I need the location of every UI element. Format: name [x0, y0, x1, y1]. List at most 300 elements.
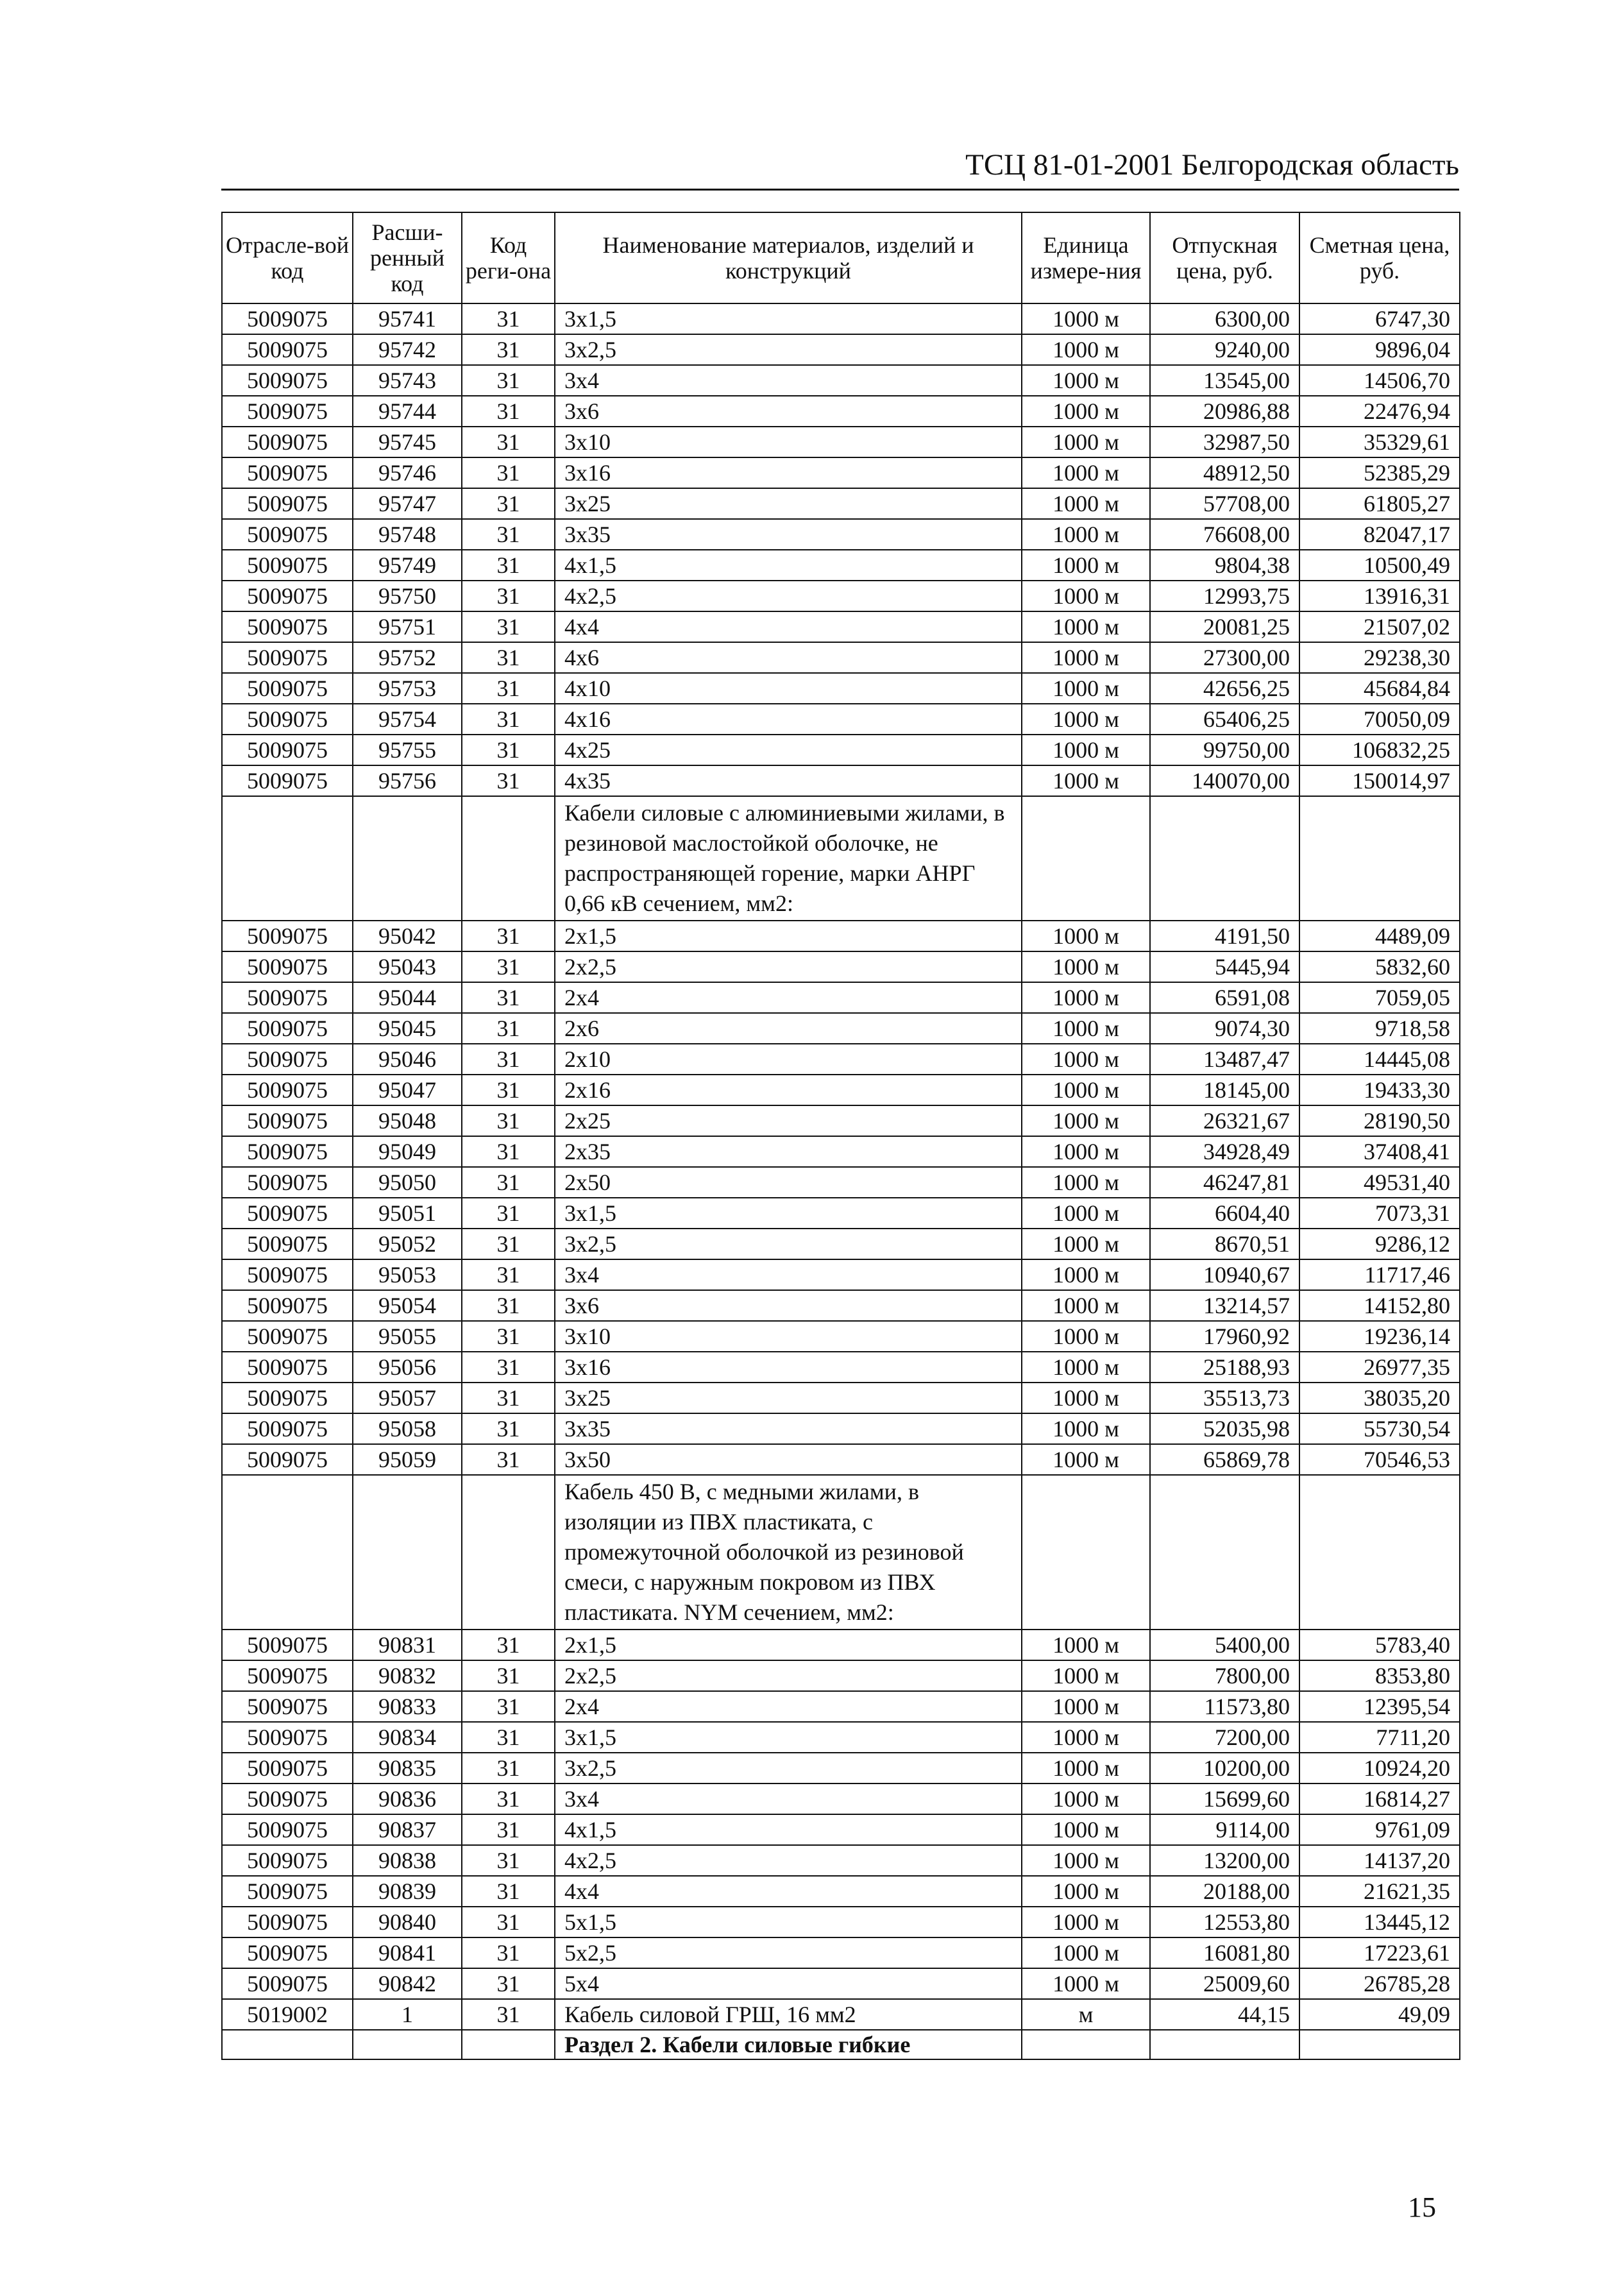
table-row: [222, 1753, 1460, 1783]
table-row: [222, 765, 1460, 796]
release-price-cell: [1150, 796, 1299, 921]
industry-code-cell: 5019002: [222, 1999, 353, 2030]
release-price-cell: 10940,67: [1150, 1259, 1299, 1290]
table-row: [222, 303, 1460, 334]
estimate-price-cell: 52385,29: [1299, 457, 1460, 488]
estimate-price-cell: 14152,80: [1299, 1290, 1460, 1321]
material-name-cell: 3x2,5: [555, 1753, 1022, 1783]
material-name-cell: 4x4: [555, 611, 1022, 642]
industry-code-cell: 5009075: [222, 550, 353, 581]
material-name-cell: 4x4: [555, 1876, 1022, 1907]
table-header-row: [222, 212, 1460, 303]
extended-code-cell: 90838: [353, 1845, 462, 1876]
industry-code-cell: 5009075: [222, 1907, 353, 1937]
unit-cell: 1000 м: [1022, 1136, 1150, 1167]
table-row: [222, 1198, 1460, 1229]
estimate-price-cell: 70050,09: [1299, 704, 1460, 735]
estimate-price-cell: 13916,31: [1299, 581, 1460, 611]
estimate-price-cell: 26785,28: [1299, 1968, 1460, 1999]
estimate-price-cell: 7711,20: [1299, 1722, 1460, 1753]
release-price-cell: 10200,00: [1150, 1753, 1299, 1783]
unit-cell: 1000 м: [1022, 488, 1150, 519]
unit-cell: 1000 м: [1022, 457, 1150, 488]
unit-cell: 1000 м: [1022, 1907, 1150, 1937]
extended-code-cell: 90842: [353, 1968, 462, 1999]
extended-code-cell: 95743: [353, 365, 462, 396]
unit-cell: 1000 м: [1022, 1691, 1150, 1722]
material-name-cell: 5x4: [555, 1968, 1022, 1999]
extended-code-cell: 95051: [353, 1198, 462, 1229]
release-price-cell: 15699,60: [1150, 1783, 1299, 1814]
region-code-cell: 31: [462, 921, 555, 951]
estimate-price-cell: [1299, 1475, 1460, 1630]
table-row: [222, 1413, 1460, 1444]
estimate-price-cell: 82047,17: [1299, 519, 1460, 550]
unit-cell: [1022, 2030, 1150, 2059]
industry-code-cell: 5009075: [222, 982, 353, 1013]
material-name-cell: Кабель 450 В, с медными жилами, в изоляции из ПВХ пластиката, с промежуточной оболочкой из резиновой смеси, с наружным покровом из ПВХ пластиката. NYM сечением, мм2:: [555, 1475, 1022, 1630]
material-name-cell: 3x4: [555, 1783, 1022, 1814]
estimate-price-cell: 21507,02: [1299, 611, 1460, 642]
release-price-cell: 46247,81: [1150, 1167, 1299, 1198]
industry-code-cell: 5009075: [222, 735, 353, 765]
estimate-price-cell: 37408,41: [1299, 1136, 1460, 1167]
material-name-cell: 3x16: [555, 1352, 1022, 1383]
industry-code-cell: 5009075: [222, 1722, 353, 1753]
table-row: [222, 1167, 1460, 1198]
material-name-cell: Кабели силовые с алюминиевыми жилами, в резиновой маслостойкой оболочке, не распространяющей горение, марки АНРГ 0,66 кВ сечением, мм2:: [555, 796, 1022, 921]
extended-code-cell: 90832: [353, 1660, 462, 1691]
estimate-price-cell: 16814,27: [1299, 1783, 1460, 1814]
industry-code-cell: 5009075: [222, 396, 353, 427]
material-name-cell: 3x35: [555, 1413, 1022, 1444]
group-heading-row: [222, 1475, 1460, 1630]
industry-code-cell: 5009075: [222, 1198, 353, 1229]
estimate-price-cell: 21621,35: [1299, 1876, 1460, 1907]
table-row: [222, 334, 1460, 365]
unit-cell: 1000 м: [1022, 1660, 1150, 1691]
region-code-cell: 31: [462, 1691, 555, 1722]
table-row: [222, 365, 1460, 396]
release-price-cell: 9240,00: [1150, 334, 1299, 365]
region-code-cell: 31: [462, 1660, 555, 1691]
material-name-cell: 3x25: [555, 488, 1022, 519]
extended-code-cell: [353, 1475, 462, 1630]
industry-code-cell: 5009075: [222, 1167, 353, 1198]
extended-code-cell: 95044: [353, 982, 462, 1013]
estimate-price-cell: 55730,54: [1299, 1413, 1460, 1444]
extended-code-cell: 95042: [353, 921, 462, 951]
release-price-cell: 13214,57: [1150, 1290, 1299, 1321]
estimate-price-cell: 61805,27: [1299, 488, 1460, 519]
table-row: [222, 1999, 1460, 2030]
release-price-cell: 76608,00: [1150, 519, 1299, 550]
release-price-cell: 6591,08: [1150, 982, 1299, 1013]
table-row: [222, 611, 1460, 642]
extended-code-cell: 95056: [353, 1352, 462, 1383]
table-row: [222, 1630, 1460, 1660]
unit-cell: 1000 м: [1022, 1013, 1150, 1044]
extended-code-cell: 95049: [353, 1136, 462, 1167]
industry-code-cell: [222, 2030, 353, 2059]
industry-code-cell: 5009075: [222, 303, 353, 334]
unit-cell: 1000 м: [1022, 1352, 1150, 1383]
region-code-cell: 31: [462, 1783, 555, 1814]
extended-code-cell: 90836: [353, 1783, 462, 1814]
extended-code-cell: 95048: [353, 1105, 462, 1136]
material-name-cell: 2x2,5: [555, 1660, 1022, 1691]
table-row: [222, 704, 1460, 735]
region-code-cell: 31: [462, 1259, 555, 1290]
estimate-price-cell: 17223,61: [1299, 1937, 1460, 1968]
table-row: [222, 642, 1460, 673]
industry-code-cell: 5009075: [222, 642, 353, 673]
material-name-cell: 2x1,5: [555, 921, 1022, 951]
region-code-cell: [462, 1475, 555, 1630]
estimate-price-cell: 14445,08: [1299, 1044, 1460, 1075]
material-name-cell: 5x1,5: [555, 1907, 1022, 1937]
material-name-cell: 4x1,5: [555, 550, 1022, 581]
extended-code-cell: 95052: [353, 1229, 462, 1259]
release-price-cell: 42656,25: [1150, 673, 1299, 704]
unit-cell: 1000 м: [1022, 642, 1150, 673]
region-code-cell: 31: [462, 1907, 555, 1937]
region-code-cell: 31: [462, 488, 555, 519]
material-name-cell: 3x10: [555, 1321, 1022, 1352]
unit-cell: 1000 м: [1022, 1198, 1150, 1229]
unit-cell: м: [1022, 1999, 1150, 2030]
extended-code-cell: 90831: [353, 1630, 462, 1660]
release-price-cell: 8670,51: [1150, 1229, 1299, 1259]
release-price-cell: 44,15: [1150, 1999, 1299, 2030]
unit-cell: 1000 м: [1022, 303, 1150, 334]
industry-code-cell: 5009075: [222, 581, 353, 611]
industry-code-cell: 5009075: [222, 1413, 353, 1444]
estimate-price-cell: 14137,20: [1299, 1845, 1460, 1876]
release-price-cell: 4191,50: [1150, 921, 1299, 951]
material-name-cell: 3x50: [555, 1444, 1022, 1475]
unit-cell: 1000 м: [1022, 1044, 1150, 1075]
material-name-cell: 2x25: [555, 1105, 1022, 1136]
table-row: [222, 1044, 1460, 1075]
extended-code-cell: 95750: [353, 581, 462, 611]
material-name-cell: 4x1,5: [555, 1814, 1022, 1845]
region-code-cell: 31: [462, 611, 555, 642]
extended-code-cell: 90837: [353, 1814, 462, 1845]
extended-code-cell: 95755: [353, 735, 462, 765]
region-code-cell: [462, 2030, 555, 2059]
industry-code-cell: 5009075: [222, 1105, 353, 1136]
group-heading-row: [222, 796, 1460, 921]
material-name-cell: 4x2,5: [555, 1845, 1022, 1876]
unit-cell: 1000 м: [1022, 1876, 1150, 1907]
document-header: [221, 145, 1459, 191]
material-name-cell: Кабель силовой ГРШ, 16 мм2: [555, 1999, 1022, 2030]
estimate-price-cell: 29238,30: [1299, 642, 1460, 673]
price-table: [221, 212, 1460, 2060]
region-code-cell: 31: [462, 1105, 555, 1136]
estimate-price-cell: 150014,97: [1299, 765, 1460, 796]
region-code-cell: 31: [462, 735, 555, 765]
estimate-price-cell: 49,09: [1299, 1999, 1460, 2030]
extended-code-cell: 95746: [353, 457, 462, 488]
estimate-price-cell: 35329,61: [1299, 427, 1460, 457]
industry-code-cell: 5009075: [222, 1876, 353, 1907]
extended-code-cell: 90841: [353, 1937, 462, 1968]
region-code-cell: 31: [462, 704, 555, 735]
release-price-cell: 7800,00: [1150, 1660, 1299, 1691]
table-row: [222, 982, 1460, 1013]
extended-code-cell: 95748: [353, 519, 462, 550]
table-row: [222, 1352, 1460, 1383]
estimate-price-cell: 12395,54: [1299, 1691, 1460, 1722]
column-header-extended-code: Расши-ренный код: [353, 212, 462, 303]
unit-cell: 1000 м: [1022, 1814, 1150, 1845]
industry-code-cell: 5009075: [222, 1814, 353, 1845]
release-price-cell: 25188,93: [1150, 1352, 1299, 1383]
unit-cell: 1000 м: [1022, 735, 1150, 765]
estimate-price-cell: 45684,84: [1299, 673, 1460, 704]
table-row: [222, 581, 1460, 611]
table-row: [222, 519, 1460, 550]
extended-code-cell: 95058: [353, 1413, 462, 1444]
release-price-cell: 18145,00: [1150, 1075, 1299, 1105]
release-price-cell: 65869,78: [1150, 1444, 1299, 1475]
unit-cell: 1000 м: [1022, 427, 1150, 457]
unit-cell: 1000 м: [1022, 334, 1150, 365]
industry-code-cell: 5009075: [222, 1444, 353, 1475]
estimate-price-cell: 70546,53: [1299, 1444, 1460, 1475]
extended-code-cell: 95744: [353, 396, 462, 427]
material-name-cell: 2x35: [555, 1136, 1022, 1167]
table-row: [222, 1383, 1460, 1413]
table-row: [222, 488, 1460, 519]
unit-cell: 1000 м: [1022, 1937, 1150, 1968]
region-code-cell: 31: [462, 1290, 555, 1321]
material-name-cell: 3x1,5: [555, 303, 1022, 334]
unit-cell: 1000 м: [1022, 1968, 1150, 1999]
extended-code-cell: 95752: [353, 642, 462, 673]
extended-code-cell: 95742: [353, 334, 462, 365]
material-name-cell: 2x2,5: [555, 951, 1022, 982]
industry-code-cell: 5009075: [222, 921, 353, 951]
industry-code-cell: 5009075: [222, 1783, 353, 1814]
material-name-cell: 3x6: [555, 396, 1022, 427]
table-row: [222, 457, 1460, 488]
region-code-cell: 31: [462, 1753, 555, 1783]
extended-code-cell: 95053: [353, 1259, 462, 1290]
release-price-cell: 12553,80: [1150, 1907, 1299, 1937]
industry-code-cell: 5009075: [222, 1321, 353, 1352]
section-heading-row: [222, 2030, 1460, 2059]
material-name-cell: 4x10: [555, 673, 1022, 704]
table-row: [222, 550, 1460, 581]
table-row: [222, 1136, 1460, 1167]
region-code-cell: 31: [462, 457, 555, 488]
material-name-cell: 3x4: [555, 365, 1022, 396]
extended-code-cell: 95754: [353, 704, 462, 735]
unit-cell: 1000 м: [1022, 1383, 1150, 1413]
material-name-cell: 5x2,5: [555, 1937, 1022, 1968]
material-name-cell: 2x1,5: [555, 1630, 1022, 1660]
material-name-cell: 3x1,5: [555, 1198, 1022, 1229]
industry-code-cell: 5009075: [222, 1691, 353, 1722]
unit-cell: 1000 м: [1022, 519, 1150, 550]
region-code-cell: 31: [462, 519, 555, 550]
unit-cell: 1000 м: [1022, 1753, 1150, 1783]
release-price-cell: 6300,00: [1150, 303, 1299, 334]
unit-cell: 1000 м: [1022, 1075, 1150, 1105]
unit-cell: 1000 м: [1022, 921, 1150, 951]
material-name-cell: 4x25: [555, 735, 1022, 765]
region-code-cell: 31: [462, 1937, 555, 1968]
extended-code-cell: 1: [353, 1999, 462, 2030]
unit-cell: 1000 м: [1022, 611, 1150, 642]
extended-code-cell: 95756: [353, 765, 462, 796]
extended-code-cell: 95745: [353, 427, 462, 457]
region-code-cell: 31: [462, 1630, 555, 1660]
industry-code-cell: 5009075: [222, 951, 353, 982]
release-price-cell: 13487,47: [1150, 1044, 1299, 1075]
table-row: [222, 1229, 1460, 1259]
release-price-cell: 7200,00: [1150, 1722, 1299, 1753]
release-price-cell: 65406,25: [1150, 704, 1299, 735]
table-row: [222, 735, 1460, 765]
material-name-cell: 3x35: [555, 519, 1022, 550]
unit-cell: 1000 м: [1022, 581, 1150, 611]
release-price-cell: 17960,92: [1150, 1321, 1299, 1352]
release-price-cell: 9074,30: [1150, 1013, 1299, 1044]
extended-code-cell: 90840: [353, 1907, 462, 1937]
industry-code-cell: 5009075: [222, 765, 353, 796]
extended-code-cell: [353, 2030, 462, 2059]
unit-cell: 1000 м: [1022, 1259, 1150, 1290]
estimate-price-cell: 14506,70: [1299, 365, 1460, 396]
release-price-cell: [1150, 1475, 1299, 1630]
release-price-cell: 57708,00: [1150, 488, 1299, 519]
material-name-cell: 4x6: [555, 642, 1022, 673]
region-code-cell: 31: [462, 951, 555, 982]
estimate-price-cell: 28190,50: [1299, 1105, 1460, 1136]
release-price-cell: 16081,80: [1150, 1937, 1299, 1968]
unit-cell: [1022, 1475, 1150, 1630]
region-code-cell: 31: [462, 1136, 555, 1167]
industry-code-cell: 5009075: [222, 1968, 353, 1999]
table-row: [222, 1444, 1460, 1475]
material-name-cell: Раздел 2. Кабели силовые гибкие: [555, 2030, 1022, 2059]
estimate-price-cell: 11717,46: [1299, 1259, 1460, 1290]
release-price-cell: 5400,00: [1150, 1630, 1299, 1660]
region-code-cell: 31: [462, 303, 555, 334]
release-price-cell: 27300,00: [1150, 642, 1299, 673]
industry-code-cell: 5009075: [222, 365, 353, 396]
estimate-price-cell: 19433,30: [1299, 1075, 1460, 1105]
unit-cell: 1000 м: [1022, 1444, 1150, 1475]
table-row: [222, 427, 1460, 457]
material-name-cell: 4x35: [555, 765, 1022, 796]
material-name-cell: 3x6: [555, 1290, 1022, 1321]
document-title: ТСЦ 81-01-2001 Белгородская область: [965, 148, 1459, 182]
material-name-cell: 3x2,5: [555, 1229, 1022, 1259]
unit-cell: 1000 м: [1022, 365, 1150, 396]
material-name-cell: 3x25: [555, 1383, 1022, 1413]
region-code-cell: 31: [462, 765, 555, 796]
unit-cell: 1000 м: [1022, 982, 1150, 1013]
unit-cell: 1000 м: [1022, 704, 1150, 735]
release-price-cell: 35513,73: [1150, 1383, 1299, 1413]
estimate-price-cell: 5832,60: [1299, 951, 1460, 982]
release-price-cell: 20081,25: [1150, 611, 1299, 642]
release-price-cell: 13545,00: [1150, 365, 1299, 396]
unit-cell: [1022, 796, 1150, 921]
region-code-cell: 31: [462, 1876, 555, 1907]
release-price-cell: 32987,50: [1150, 427, 1299, 457]
extended-code-cell: [353, 796, 462, 921]
region-code-cell: 31: [462, 1722, 555, 1753]
unit-cell: 1000 м: [1022, 1845, 1150, 1876]
industry-code-cell: 5009075: [222, 704, 353, 735]
extended-code-cell: 95054: [353, 1290, 462, 1321]
unit-cell: 1000 м: [1022, 396, 1150, 427]
table-row: [222, 1321, 1460, 1352]
unit-cell: 1000 м: [1022, 1722, 1150, 1753]
region-code-cell: 31: [462, 1167, 555, 1198]
estimate-price-cell: 10500,49: [1299, 550, 1460, 581]
extended-code-cell: 95749: [353, 550, 462, 581]
region-code-cell: 31: [462, 642, 555, 673]
estimate-price-cell: [1299, 2030, 1460, 2059]
release-price-cell: 6604,40: [1150, 1198, 1299, 1229]
material-name-cell: 3x1,5: [555, 1722, 1022, 1753]
industry-code-cell: 5009075: [222, 1290, 353, 1321]
region-code-cell: 31: [462, 1814, 555, 1845]
estimate-price-cell: 49531,40: [1299, 1167, 1460, 1198]
region-code-cell: 31: [462, 1413, 555, 1444]
extended-code-cell: 95057: [353, 1383, 462, 1413]
material-name-cell: 4x16: [555, 704, 1022, 735]
table-row: [222, 921, 1460, 951]
release-price-cell: 5445,94: [1150, 951, 1299, 982]
extended-code-cell: 90839: [353, 1876, 462, 1907]
material-name-cell: 3x2,5: [555, 334, 1022, 365]
table-row: [222, 396, 1460, 427]
table-row: [222, 1105, 1460, 1136]
extended-code-cell: 95045: [353, 1013, 462, 1044]
material-name-cell: 3x10: [555, 427, 1022, 457]
industry-code-cell: 5009075: [222, 1013, 353, 1044]
industry-code-cell: 5009075: [222, 1937, 353, 1968]
release-price-cell: 13200,00: [1150, 1845, 1299, 1876]
release-price-cell: 20986,88: [1150, 396, 1299, 427]
industry-code-cell: 5009075: [222, 1383, 353, 1413]
industry-code-cell: 5009075: [222, 673, 353, 704]
estimate-price-cell: 10924,20: [1299, 1753, 1460, 1783]
release-price-cell: 25009,60: [1150, 1968, 1299, 1999]
extended-code-cell: 95741: [353, 303, 462, 334]
release-price-cell: 99750,00: [1150, 735, 1299, 765]
table-row: [222, 1937, 1460, 1968]
estimate-price-cell: 9286,12: [1299, 1229, 1460, 1259]
unit-cell: 1000 м: [1022, 550, 1150, 581]
table-row: [222, 951, 1460, 982]
extended-code-cell: 90834: [353, 1722, 462, 1753]
table-row: [222, 1722, 1460, 1753]
release-price-cell: 11573,80: [1150, 1691, 1299, 1722]
region-code-cell: 31: [462, 1321, 555, 1352]
column-header-estimate-price: Сметная цена, руб.: [1299, 212, 1460, 303]
industry-code-cell: 5009075: [222, 488, 353, 519]
region-code-cell: 31: [462, 427, 555, 457]
